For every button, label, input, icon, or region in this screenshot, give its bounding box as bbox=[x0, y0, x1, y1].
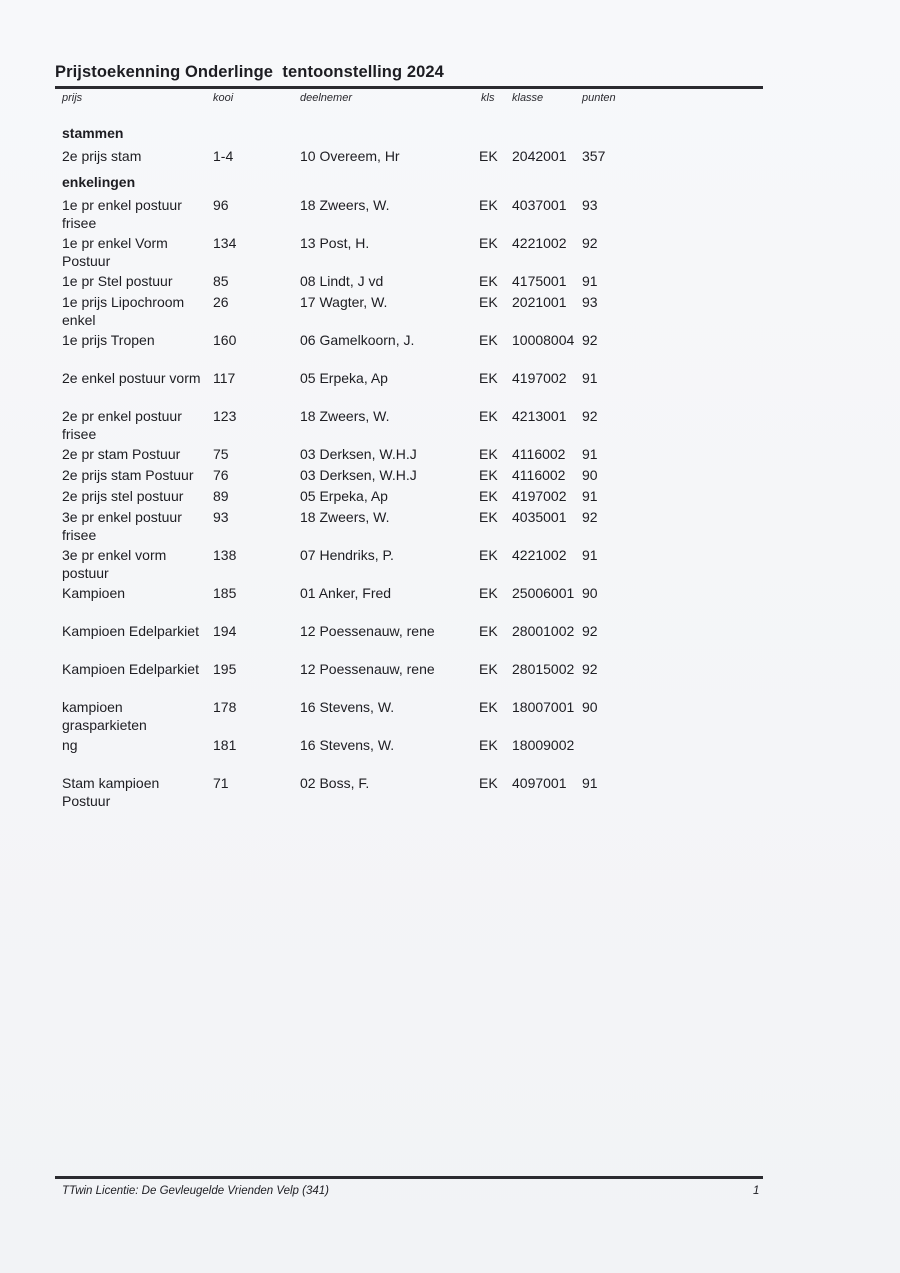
cell-prijs: Kampioen Edelparkiet bbox=[62, 661, 199, 677]
cell-kls: EK bbox=[479, 585, 498, 601]
cell-kls: EK bbox=[479, 467, 498, 483]
cell-kooi: 75 bbox=[213, 446, 229, 462]
cell-kls: EK bbox=[479, 661, 498, 677]
cell-punten: 93 bbox=[582, 197, 598, 213]
cell-punten: 91 bbox=[582, 547, 598, 563]
cell-punten: 92 bbox=[582, 623, 598, 639]
cell-deelnemer: 05 Erpeka, Ap bbox=[300, 370, 388, 386]
cell-kls: EK bbox=[479, 737, 498, 753]
cell-kls: EK bbox=[479, 488, 498, 504]
cell-kooi: 134 bbox=[213, 235, 237, 251]
cell-punten: 91 bbox=[582, 446, 598, 462]
column-header-klasse: klasse bbox=[512, 92, 544, 104]
cell-kooi: 76 bbox=[213, 467, 229, 483]
cell-prijs: 2e prijs stam Postuur bbox=[62, 467, 194, 483]
column-header-kls: kls bbox=[481, 92, 495, 104]
cell-kls: EK bbox=[479, 775, 498, 791]
cell-prijs: Kampioen Edelparkiet bbox=[62, 623, 199, 639]
cell-prijs: 1e prijs Tropen bbox=[62, 332, 155, 348]
cell-punten: 91 bbox=[582, 273, 598, 289]
cell-prijs: 2e prijs stel postuur bbox=[62, 488, 184, 504]
cell-punten: 90 bbox=[582, 585, 598, 601]
cell-prijs: 3e pr enkel vorm postuur bbox=[62, 547, 167, 581]
footer-page-number: 1 bbox=[753, 1185, 760, 1197]
cell-klasse: 4197002 bbox=[512, 370, 567, 386]
cell-punten: 90 bbox=[582, 467, 598, 483]
cell-klasse: 18009002 bbox=[512, 737, 575, 753]
cell-prijs: 1e prijs Lipochroom enkel bbox=[62, 294, 185, 328]
cell-klasse: 4221002 bbox=[512, 547, 567, 563]
cell-kooi: 1-4 bbox=[213, 148, 234, 164]
cell-deelnemer: 12 Poessenauw, rene bbox=[300, 661, 435, 677]
cell-kls: EK bbox=[479, 148, 498, 164]
cell-punten: 93 bbox=[582, 294, 598, 310]
cell-klasse: 4116002 bbox=[512, 446, 566, 462]
cell-deelnemer: 13 Post, H. bbox=[300, 235, 370, 251]
cell-punten: 91 bbox=[582, 488, 598, 504]
cell-kls: EK bbox=[479, 370, 498, 386]
page-title: Prijstoekenning Onderlinge tentoonstelling 2024 bbox=[55, 63, 444, 81]
header-rule bbox=[55, 86, 763, 89]
cell-klasse: 4175001 bbox=[512, 273, 567, 289]
cell-kooi: 89 bbox=[213, 488, 229, 504]
cell-prijs: 1e pr enkel postuur frisee bbox=[62, 197, 182, 231]
cell-prijs: 2e prijs stam bbox=[62, 148, 142, 164]
cell-prijs: 3e pr enkel postuur frisee bbox=[62, 509, 182, 543]
cell-kls: EK bbox=[479, 332, 498, 348]
cell-punten: 92 bbox=[582, 332, 598, 348]
cell-deelnemer: 03 Derksen, W.H.J bbox=[300, 446, 417, 462]
cell-kooi: 138 bbox=[213, 547, 237, 563]
cell-klasse: 4037001 bbox=[512, 197, 567, 213]
cell-kls: EK bbox=[479, 623, 498, 639]
cell-klasse: 4097001 bbox=[512, 775, 567, 791]
cell-prijs: 2e enkel postuur vorm bbox=[62, 370, 201, 386]
cell-deelnemer: 01 Anker, Fred bbox=[300, 585, 392, 601]
column-header-deelnemer: deelnemer bbox=[300, 92, 352, 104]
cell-klasse: 4213001 bbox=[512, 408, 567, 424]
cell-kooi: 123 bbox=[213, 408, 237, 424]
cell-deelnemer: 07 Hendriks, P. bbox=[300, 547, 394, 563]
cell-kls: EK bbox=[479, 446, 498, 462]
cell-deelnemer: 06 Gamelkoorn, J. bbox=[300, 332, 415, 348]
cell-kooi: 26 bbox=[213, 294, 229, 310]
cell-prijs: ng bbox=[62, 737, 78, 753]
cell-punten: 91 bbox=[582, 775, 598, 791]
cell-kooi: 195 bbox=[213, 661, 237, 677]
cell-kooi: 96 bbox=[213, 197, 229, 213]
cell-punten: 90 bbox=[582, 699, 598, 715]
footer-license: TTwin Licentie: De Gevleugelde Vrienden Velp (341) bbox=[62, 1185, 329, 1197]
cell-punten: 91 bbox=[582, 370, 598, 386]
cell-klasse: 28001002 bbox=[512, 623, 575, 639]
cell-deelnemer: 12 Poessenauw, rene bbox=[300, 623, 435, 639]
cell-klasse: 25006001 bbox=[512, 585, 575, 601]
cell-kooi: 160 bbox=[213, 332, 237, 348]
cell-klasse: 4035001 bbox=[512, 509, 567, 525]
cell-deelnemer: 18 Zweers, W. bbox=[300, 197, 390, 213]
cell-deelnemer: 17 Wagter, W. bbox=[300, 294, 388, 310]
cell-prijs: Stam kampioen Postuur bbox=[62, 775, 160, 809]
cell-punten: 92 bbox=[582, 235, 598, 251]
cell-prijs: 2e pr stam Postuur bbox=[62, 446, 181, 462]
cell-prijs: 1e pr enkel Vorm Postuur bbox=[62, 235, 168, 269]
cell-klasse: 4197002 bbox=[512, 488, 567, 504]
cell-kls: EK bbox=[479, 547, 498, 563]
cell-deelnemer: 10 Overeem, Hr bbox=[300, 148, 400, 164]
cell-kooi: 85 bbox=[213, 273, 229, 289]
cell-kooi: 181 bbox=[213, 737, 237, 753]
cell-klasse: 2042001 bbox=[512, 148, 567, 164]
cell-deelnemer: 16 Stevens, W. bbox=[300, 737, 395, 753]
cell-deelnemer: 16 Stevens, W. bbox=[300, 699, 395, 715]
cell-deelnemer: 18 Zweers, W. bbox=[300, 408, 390, 424]
cell-kls: EK bbox=[479, 408, 498, 424]
cell-punten: 92 bbox=[582, 408, 598, 424]
column-header-kooi: kooi bbox=[213, 92, 234, 104]
section-heading-enkelingen: enkelingen bbox=[62, 174, 136, 190]
cell-kls: EK bbox=[479, 197, 498, 213]
cell-deelnemer: 05 Erpeka, Ap bbox=[300, 488, 388, 504]
cell-kls: EK bbox=[479, 294, 498, 310]
cell-deelnemer: 02 Boss, F. bbox=[300, 775, 370, 791]
cell-klasse: 10008004 bbox=[512, 332, 575, 348]
cell-klasse: 4116002 bbox=[512, 467, 566, 483]
cell-klasse: 2021001 bbox=[512, 294, 567, 310]
cell-prijs: 1e pr Stel postuur bbox=[62, 273, 173, 289]
cell-deelnemer: 08 Lindt, J vd bbox=[300, 273, 384, 289]
cell-punten: 92 bbox=[582, 661, 598, 677]
cell-kooi: 93 bbox=[213, 509, 229, 525]
cell-kooi: 178 bbox=[213, 699, 237, 715]
cell-kooi: 194 bbox=[213, 623, 237, 639]
column-header-prijs: prijs bbox=[62, 92, 83, 104]
cell-deelnemer: 18 Zweers, W. bbox=[300, 509, 390, 525]
cell-deelnemer: 03 Derksen, W.H.J bbox=[300, 467, 417, 483]
cell-kls: EK bbox=[479, 273, 498, 289]
cell-kooi: 117 bbox=[213, 370, 236, 386]
cell-prijs: 2e pr enkel postuur frisee bbox=[62, 408, 182, 442]
cell-prijs: kampioen grasparkieten bbox=[62, 699, 147, 733]
section-heading-stammen: stammen bbox=[62, 125, 124, 141]
cell-punten: 92 bbox=[582, 509, 598, 525]
cell-prijs: Kampioen bbox=[62, 585, 126, 601]
cell-punten: 357 bbox=[582, 148, 606, 164]
cell-kooi: 71 bbox=[213, 775, 229, 791]
column-header-punten: punten bbox=[582, 92, 616, 104]
footer-rule bbox=[55, 1176, 763, 1179]
cell-klasse: 18007001 bbox=[512, 699, 575, 715]
cell-kls: EK bbox=[479, 235, 498, 251]
cell-kls: EK bbox=[479, 509, 498, 525]
cell-kls: EK bbox=[479, 699, 498, 715]
cell-kooi: 185 bbox=[213, 585, 237, 601]
cell-klasse: 4221002 bbox=[512, 235, 567, 251]
cell-klasse: 28015002 bbox=[512, 661, 575, 677]
